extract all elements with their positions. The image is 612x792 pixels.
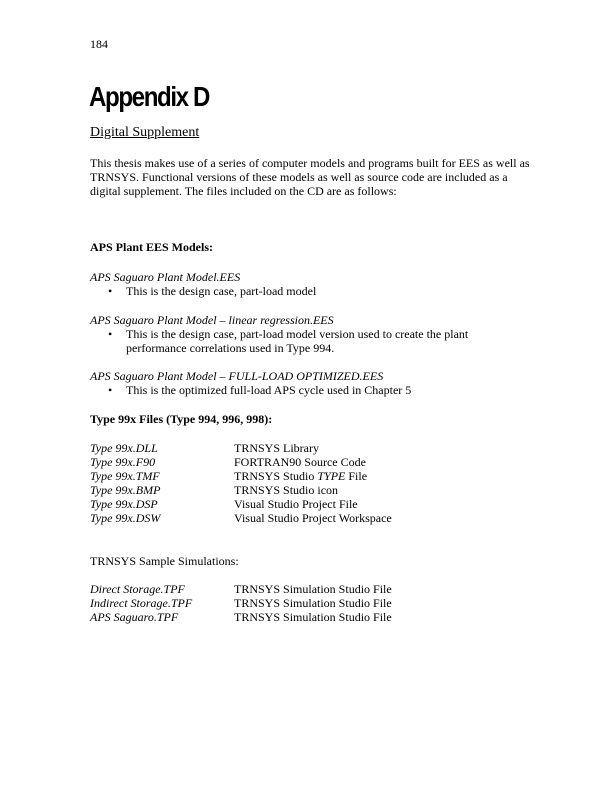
file-row [90, 582, 530, 596]
file-name: Type 99x.DLL [90, 441, 158, 455]
file-row [90, 511, 530, 525]
bullet-text: This is the design case, part-load model version used to create the plant performance correlations used in Type 994. [126, 327, 469, 355]
file-description [234, 469, 367, 484]
file-row [90, 483, 530, 497]
file-name: Direct Storage.TPF [90, 582, 185, 596]
bullet-icon: • [108, 383, 113, 397]
desc-part: TRNSYS Studio [234, 469, 318, 483]
file-name: Indirect Storage.TPF [90, 596, 193, 610]
aps-file-2-desc [108, 327, 508, 355]
file-name: Type 99x.DSW [90, 511, 161, 525]
file-description: FORTRAN90 Source Code [234, 455, 366, 469]
file-name: APS Saguaro.TPF [90, 610, 179, 624]
aps-file-3-desc [108, 383, 508, 397]
file-description: TRNSYS Simulation Studio File [234, 610, 392, 624]
file-description: TRNSYS Library [234, 441, 319, 455]
bullet-text: This is the design case, part-load model [126, 284, 317, 298]
file-name: Type 99x.TMF [90, 469, 160, 483]
file-name: Type 99x.BMP [90, 483, 161, 497]
file-description: Visual Studio Project File [234, 497, 358, 511]
simulations-heading: TRNSYS Sample Simulations: [90, 554, 239, 568]
desc-part: File [345, 469, 368, 483]
file-description: TRNSYS Studio icon [234, 483, 339, 497]
bullet-icon: • [108, 284, 113, 298]
file-description: TRNSYS Simulation Studio File [234, 596, 392, 610]
page-number: 184 [90, 37, 108, 51]
file-row [90, 497, 530, 511]
aps-file-3: APS Saguaro Plant Model – FULL-LOAD OPTIMIZED.EES [90, 369, 384, 383]
file-row [90, 441, 530, 455]
intro-paragraph: This thesis makes use of a series of computer models and programs built for EES as well as TRNSYS. Functional versions of these models as well as source code are included as a digital supplement. The files included on the CD are as follows: [90, 156, 530, 198]
aps-file-1-desc [108, 284, 508, 298]
file-name: Type 99x.F90 [90, 455, 156, 469]
aps-file-1: APS Saguaro Plant Model.EES [90, 270, 241, 284]
bullet-text: This is the optimized full-load APS cycle used in Chapter 5 [126, 383, 412, 397]
file-row [90, 610, 530, 624]
desc-emphasis: TYPE [317, 469, 346, 483]
file-description: Visual Studio Project Workspace [234, 511, 392, 525]
appendix-title: Appendix D [89, 81, 210, 112]
section-subtitle: Digital Supplement [90, 125, 200, 140]
aps-models-heading: APS Plant EES Models: [90, 240, 214, 254]
file-row [90, 596, 530, 610]
bullet-icon: • [108, 327, 113, 341]
file-description: TRNSYS Simulation Studio File [234, 582, 392, 596]
file-row [90, 455, 530, 469]
file-row [90, 469, 530, 483]
type-files-heading: Type 99x Files (Type 994, 996, 998): [90, 412, 273, 426]
aps-file-2: APS Saguaro Plant Model – linear regression.EES [90, 313, 334, 327]
file-name: Type 99x.DSP [90, 497, 158, 511]
